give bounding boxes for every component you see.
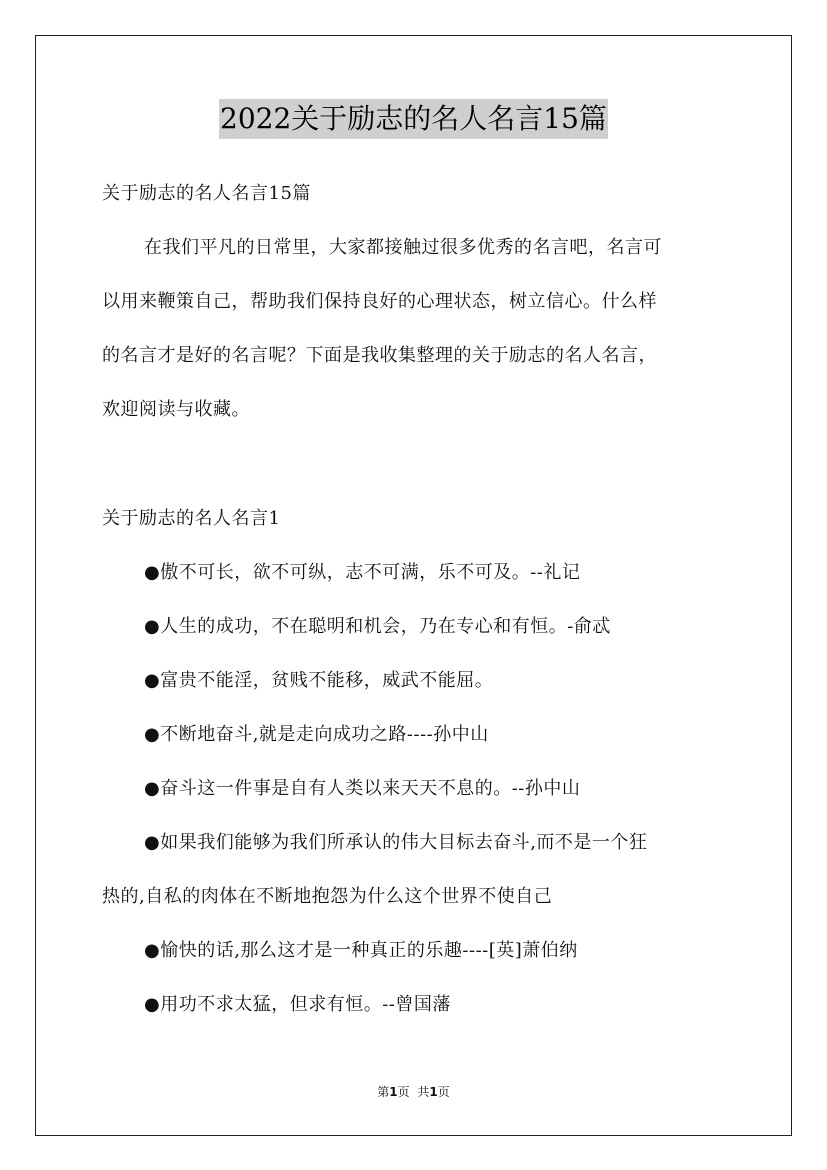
- quote-line: ●如果我们能够为我们所承认的伟大目标去奋斗,而不是一个狂: [144, 832, 648, 853]
- quote-line: ●愉快的话,那么这才是一种真正的乐趣----[英]萧伯纳: [144, 940, 578, 961]
- quote-line: 热的,自私的肉体在不断地抱怨为什么这个世界不使自己: [102, 886, 553, 907]
- page-number: 1: [389, 1085, 398, 1099]
- title-container: [0, 99, 827, 139]
- page-suffix: 页: [397, 1085, 410, 1099]
- quote-line: ●傲不可长，欲不可纵，志不可满，乐不可及。--礼记: [144, 562, 581, 583]
- quote-line: ●奋斗这一件事是自有人类以来天天不息的。--孙中山: [144, 778, 581, 799]
- intro-line: 的名言才是好的名言呢？下面是我收集整理的关于励志的名人名言，: [102, 345, 657, 366]
- page-prefix: 第: [377, 1085, 390, 1099]
- section-heading: 关于励志的名人名言1: [102, 508, 281, 529]
- total-prefix: 共: [417, 1085, 430, 1099]
- total-number: 1: [429, 1085, 438, 1099]
- page-footer: [0, 1084, 827, 1100]
- total-suffix: 页: [437, 1085, 450, 1099]
- quote-line: ●富贵不能淫，贫贱不能移，威武不能屈。: [144, 670, 494, 691]
- quote-line: ●人生的成功，不在聪明和机会，乃在专心和有恒。-俞忒: [144, 616, 611, 637]
- intro-line: 欢迎阅读与收藏。: [102, 399, 250, 420]
- intro-line: 以用来鞭策自己，帮助我们保持良好的心理状态，树立信心。什么样: [102, 291, 657, 312]
- intro-line: 在我们平凡的日常里，大家都接触过很多优秀的名言吧，名言可: [144, 237, 662, 258]
- subtitle: 关于励志的名人名言15篇: [102, 183, 311, 204]
- document-title: 2022关于励志的名人名言15篇: [219, 99, 608, 139]
- quote-line: ●用功不求太猛，但求有恒。--曾国藩: [144, 994, 451, 1015]
- quote-line: ●不断地奋斗,就是走向成功之路----孙中山: [144, 724, 489, 745]
